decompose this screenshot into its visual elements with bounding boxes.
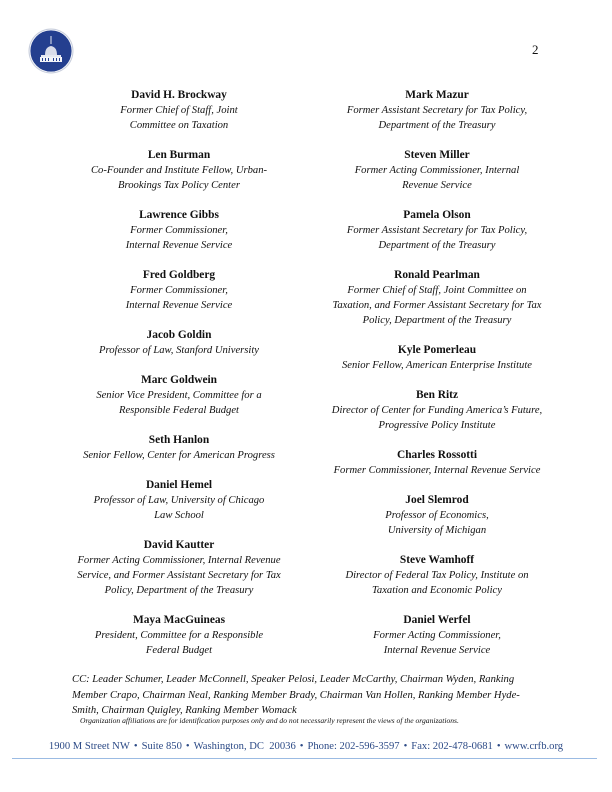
signatory-title: Former Assistant Secretary for Tax Policy, Department of the Treasury	[346, 105, 528, 131]
signatory-title: Senior Fellow, American Enterprise Institute	[342, 360, 532, 371]
signatory-name: Ronald Pearlman	[394, 269, 480, 281]
signatory-name: Ben Ritz	[415, 389, 459, 401]
signatory-entry	[70, 613, 288, 658]
cc-list: CC: Leader Schumer, Leader McConnell, Speaker Pelosi, Leader McCarthy, Chairman Wyden, Ranking Member Crapo, Chairman Neal, Ranking Member Brady, Chairman Van Hollen, Ranking Member Hyde-Smith, Chairman Quigley, Ranking Member Womack	[72, 674, 520, 716]
signatories-right-column	[312, 88, 562, 673]
signatory-entry	[70, 148, 288, 193]
signatory-entry	[70, 538, 288, 598]
signatory-entry	[312, 388, 562, 433]
signatory-entry	[70, 268, 288, 313]
signatory-title: Former Chief of Staff, Joint Committee on Taxation	[120, 105, 238, 131]
signatory-title: Former Acting Commissioner, Internal Revenue Service	[354, 165, 520, 191]
signatory-entry	[312, 208, 562, 253]
signatory-title: Co-Founder and Institute Fellow, Urban- Brookings Tax Policy Center	[90, 165, 268, 191]
footer-fax: Fax: 202-478-0681	[411, 741, 493, 752]
signatory-title: Director of Federal Tax Policy, Institute on Taxation and Economic Policy	[345, 570, 529, 596]
signatory-name: Steven Miller	[404, 149, 470, 161]
footer-website-link[interactable]: www.crfb.org	[504, 741, 564, 752]
signatory-title: Former Acting Commissioner, Internal Revenue Service	[373, 630, 501, 656]
signatory-name: Seth Hanlon	[148, 434, 210, 446]
separator-dot-icon: •	[403, 741, 408, 752]
signatory-name: Kyle Pomerleau	[397, 344, 477, 356]
signatory-entry	[70, 328, 288, 358]
signatory-entry	[312, 268, 562, 328]
signatory-name: David Kautter	[143, 539, 215, 551]
signatory-entry	[70, 373, 288, 418]
signatory-title: Former Commissioner, Internal Revenue Service	[125, 285, 233, 311]
signatory-title: President, Committee for a Responsible Federal Budget	[94, 630, 264, 656]
signatory-name: Maya MacGuineas	[132, 614, 226, 626]
signatory-name: Len Burman	[147, 149, 211, 161]
signatory-title: Professor of Law, Stanford University	[99, 345, 259, 356]
signatory-entry	[70, 478, 288, 523]
signatory-name: Mark Mazur	[405, 89, 469, 101]
signatory-name: Daniel Hemel	[145, 479, 213, 491]
letterhead-footer	[14, 741, 598, 752]
separator-dot-icon: •	[496, 741, 501, 752]
separator-dot-icon: •	[299, 741, 304, 752]
signatory-name: Daniel Werfel	[403, 614, 471, 626]
signatory-name: Marc Goldwein	[140, 374, 218, 386]
signatory-title: Professor of Economics, University of Michigan	[385, 510, 489, 536]
signatory-entry	[312, 448, 562, 478]
signatory-title: Director of Center for Funding America’s Future, Progressive Policy Institute	[331, 405, 543, 431]
signatory-title: Professor of Law, University of Chicago Law School	[93, 495, 265, 521]
signatory-name: Pamela Olson	[403, 209, 471, 221]
signatory-title: Senior Fellow, Center for American Progress	[83, 450, 275, 461]
signatory-entry	[312, 493, 562, 538]
signatory-name: Fred Goldberg	[142, 269, 216, 281]
signatory-name: Steve Wamhoff	[399, 554, 475, 566]
footer-city: Washington, DC 20036	[193, 741, 296, 752]
footer-phone: Phone: 202-596-3597	[307, 741, 400, 752]
signatory-entry	[70, 88, 288, 133]
footer-suite: Suite 850	[141, 741, 182, 752]
signatory-name: David H. Brockway	[131, 89, 227, 101]
signatories-left-column	[70, 88, 288, 673]
signatory-entry	[312, 343, 562, 373]
footer-divider	[12, 758, 597, 759]
separator-dot-icon: •	[185, 741, 190, 752]
signatory-title: Former Acting Commissioner, Internal Revenue Service, and Former Assistant Secretary for Tax Policy, Department of the Treasury	[77, 555, 281, 596]
signatory-title: Former Commissioner, Internal Revenue Service	[125, 225, 233, 251]
signatory-entry	[70, 208, 288, 253]
page-number: 2	[532, 42, 539, 57]
signatory-entry	[312, 148, 562, 193]
signatory-entry	[312, 613, 562, 658]
signatory-entry	[312, 553, 562, 598]
signatory-entry	[312, 88, 562, 133]
signatory-title: Senior Vice President, Committee for a Responsible Federal Budget	[96, 390, 262, 416]
signatory-name: Charles Rossotti	[396, 449, 478, 461]
signatory-name: Jacob Goldin	[146, 329, 212, 341]
signatory-name: Lawrence Gibbs	[139, 209, 219, 221]
signatory-entry	[70, 433, 288, 463]
separator-dot-icon: •	[133, 741, 138, 752]
signatory-name: Joel Slemrod	[405, 494, 469, 506]
capitol-seal-logo-icon	[28, 28, 74, 74]
affiliation-disclaimer: Organization affiliations are for identification purposes only and do not necessarily represent the views of the organizations.	[80, 716, 459, 725]
footer-address: 1900 M Street NW	[48, 741, 130, 752]
signatory-title: Former Commissioner, Internal Revenue Service	[333, 465, 541, 476]
signatory-title: Former Assistant Secretary for Tax Policy, Department of the Treasury	[346, 225, 528, 251]
signatory-title: Former Chief of Staff, Joint Committee on Taxation, and Former Assistant Secretary for Tax Policy, Department of the Treasury	[332, 285, 542, 326]
